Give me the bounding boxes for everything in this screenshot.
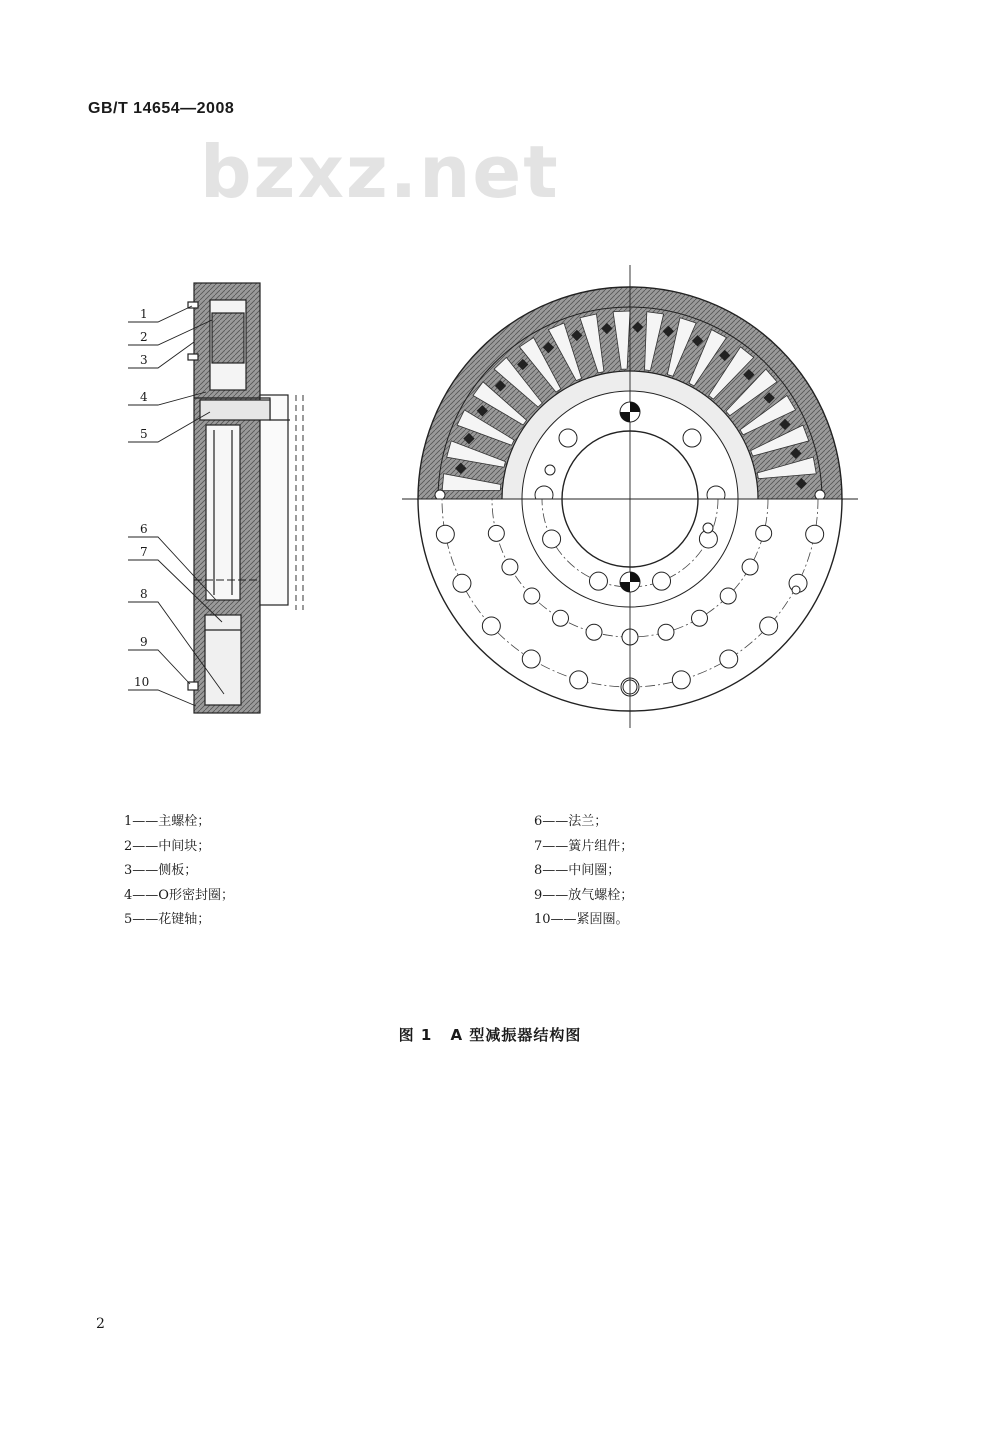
legend-item: 10——紧固圈。: [534, 912, 629, 927]
bolt-hole: [488, 525, 504, 541]
callout-5: 5: [140, 427, 148, 441]
callout-10: 10: [134, 675, 150, 689]
vent-hole: [703, 523, 713, 533]
legend-left: [124, 810, 234, 933]
callout-4: 4: [140, 390, 148, 404]
watermark: bzxz.net: [200, 130, 560, 214]
callout-6: 6: [140, 522, 148, 536]
bolt-hole: [435, 490, 445, 500]
bolt-hole: [522, 650, 540, 668]
bolt-hole: [653, 572, 671, 590]
callout-1: 1: [140, 307, 148, 321]
legend-item: 7——簧片组件；: [534, 838, 634, 854]
legend-right: [534, 810, 633, 933]
legend-item: 8——中间圈；: [534, 863, 621, 878]
bolt-hole: [742, 559, 758, 575]
legend-item: 9——放气螺栓；: [534, 887, 634, 903]
front-view: [402, 265, 858, 728]
vent-hole: [792, 586, 800, 594]
bolt-hole: [436, 525, 454, 543]
callout-3: 3: [140, 353, 148, 367]
figure-caption: [0, 1024, 980, 1045]
callout-8: 8: [140, 587, 148, 601]
bolt-hole: [756, 525, 772, 541]
bolt-hole: [559, 429, 577, 447]
balance-marker-top: [620, 402, 640, 422]
bolt-hole: [806, 525, 824, 543]
legend-item: 4——O形密封圈；: [124, 887, 234, 903]
page-number: 2: [96, 1316, 105, 1332]
legend-item: 1——主螺栓；: [124, 814, 211, 829]
side-section-view: [188, 283, 303, 713]
callout-9: 9: [140, 635, 148, 649]
balance-marker-bottom: [620, 572, 640, 592]
callout-7: 7: [140, 545, 148, 559]
bolt-hole: [453, 574, 471, 592]
bolt-hole: [720, 588, 736, 604]
bolt-hole: [545, 465, 555, 475]
bolt-hole: [692, 610, 708, 626]
legend-item: 5——花键轴；: [124, 912, 211, 927]
bolt-hole: [589, 572, 607, 590]
bolt-hole: [482, 617, 500, 635]
bolt-hole: [658, 624, 674, 640]
bolt-hole: [720, 650, 738, 668]
standard-number: GB/T 14654—2008: [88, 100, 235, 117]
bolt-hole: [815, 490, 825, 500]
bolt-hole: [553, 610, 569, 626]
bolt-hole: [570, 671, 588, 689]
bolt-hole: [524, 588, 540, 604]
legend-item: 6——法兰；: [534, 814, 608, 829]
bolt-hole: [586, 624, 602, 640]
legend-item: 2——中间块；: [124, 838, 211, 854]
callout-2: 2: [140, 330, 148, 344]
bolt-hole: [760, 617, 778, 635]
figure-caption-title: A 型减振器结构图: [450, 1026, 582, 1044]
figure-caption-label: 图 1: [398, 1026, 433, 1044]
legend-item: 3——侧板；: [124, 863, 198, 878]
bolt-hole: [502, 559, 518, 575]
callout-numbers: [134, 307, 149, 689]
bolt-hole: [672, 671, 690, 689]
bolt-hole: [543, 530, 561, 548]
bolt-hole: [683, 429, 701, 447]
